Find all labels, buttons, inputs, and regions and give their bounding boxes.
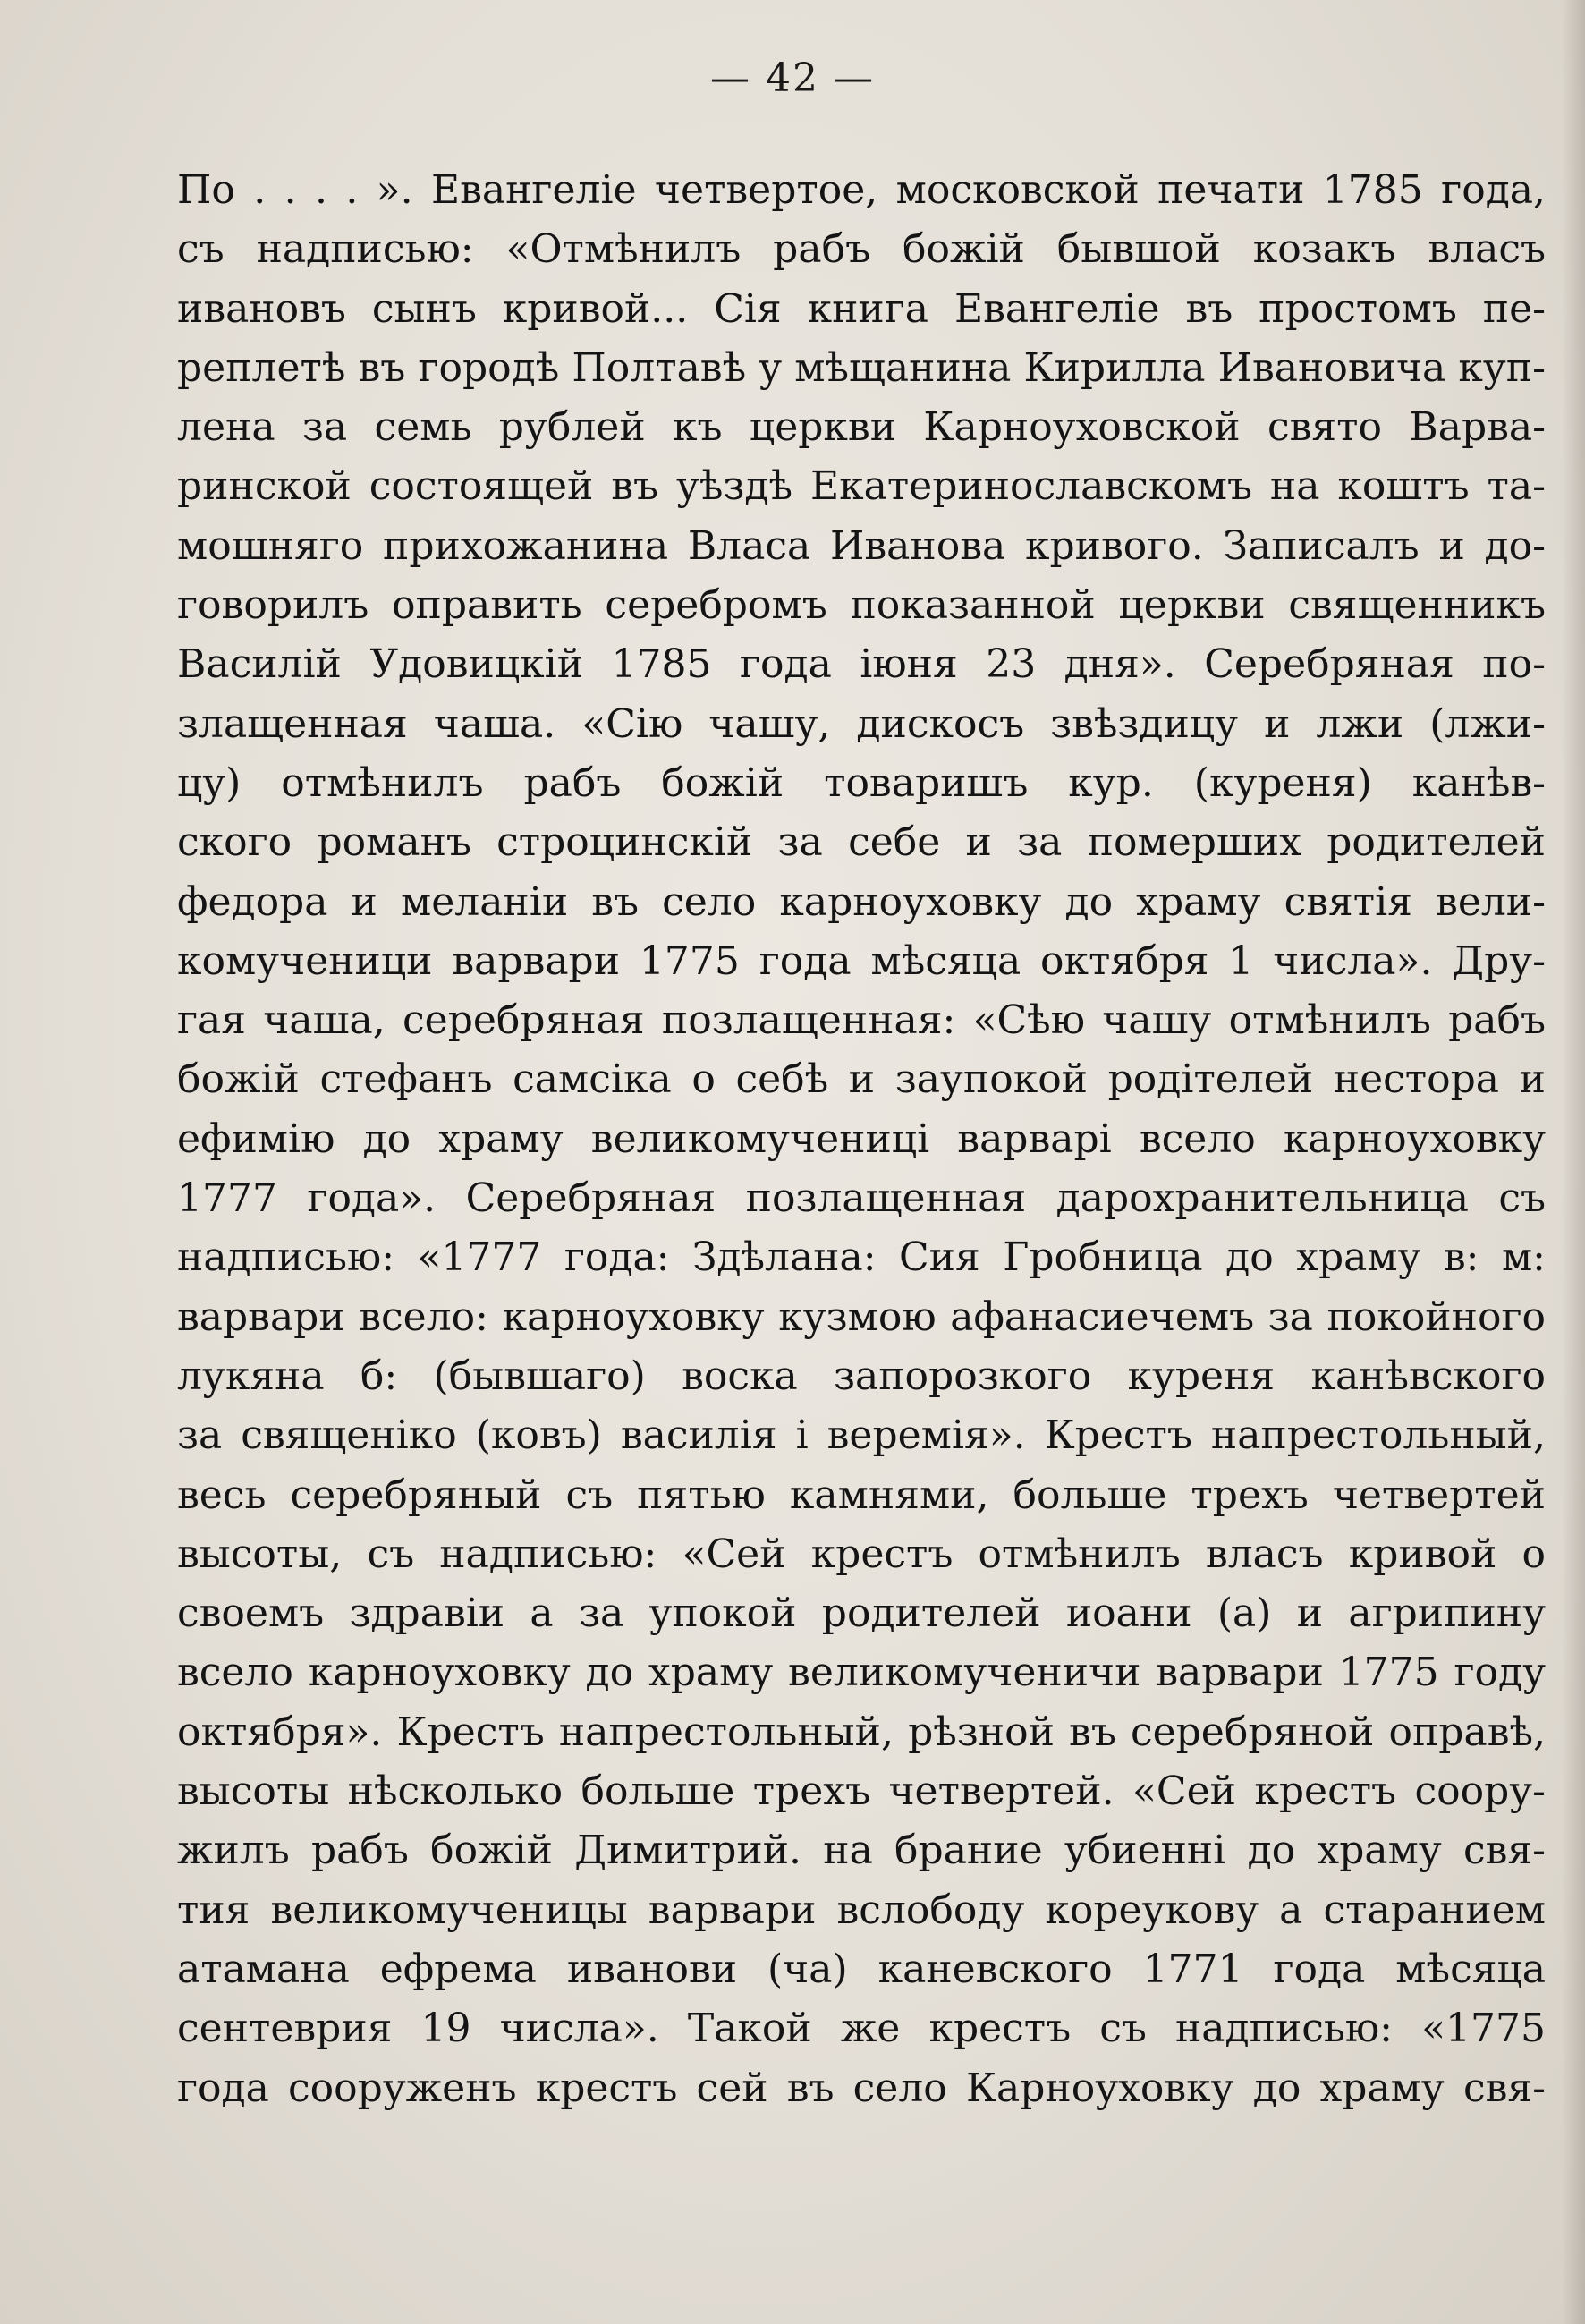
text-line: тия великомученицы варвари вслободу кореукову а старанием [177, 1887, 1546, 1933]
text-line: высоты нѣсколько больше трехъ четвертей. «Сей крестъ соору- [177, 1768, 1546, 1815]
body-text [177, 161, 1546, 2118]
text-line: божій стефанъ самсіка о себѣ и заупокой родітелей нестора и [177, 1056, 1546, 1103]
text-line: ивановъ сынъ кривой... Сія книга Евангеліе въ простомъ пе- [177, 285, 1546, 332]
text-line: злащенная чаша. «Сію чашу, дискосъ звѣздицу и лжи (лжи- [177, 700, 1546, 747]
text-line: съ надписью: «Отмѣнилъ рабъ божій бывшой козакъ власъ [177, 226, 1546, 273]
text-line: весь серебряный съ пятью камнями, больше трехъ четвертей [177, 1472, 1546, 1518]
text-line: Василій Удовицкій 1785 года іюня 23 дня». Серебряная по- [177, 641, 1546, 688]
text-line: федора и меланіи въ село карноуховку до храму святія вели- [177, 878, 1546, 925]
text-line: ского романъ строцинскій за себе и за померших родителей [177, 819, 1546, 866]
text-line: лукяна б: (бывшаго) воска запорозкого куреня канѣвского [177, 1353, 1546, 1399]
text-line: ринской состоящей въ уѣздѣ Екатеринославскомъ на коштъ та- [177, 463, 1546, 510]
text-line: за священіко (ковъ) василія і веремія». Крестъ напрестольный, [177, 1412, 1546, 1459]
text-line: высоты, съ надписью: «Сей крестъ отмѣнилъ власъ кривой о [177, 1531, 1546, 1577]
text-line: мошняго прихожанина Власа Иванова кривого. Записалъ и до- [177, 522, 1546, 569]
page-number: — 42 — [710, 55, 875, 101]
text-line: атамана ефрема иванови (ча) каневского 1771 года мѣсяца [177, 1946, 1546, 1992]
text-line: комученици варвари 1775 года мѣсяца октября 1 числа». Дру- [177, 937, 1546, 984]
text-line: варвари всело: карноуховку кузмою афанасиечемъ за покойного [177, 1293, 1546, 1340]
text-line: надписью: «1777 года: Здѣлана: Сия Гробница до храму в: м: [177, 1234, 1546, 1281]
text-line: гая чаша, серебряная позлащенная: «Сѣю чашу отмѣнилъ рабъ [177, 997, 1546, 1044]
text-line: 1777 года». Серебряная позлащенная дарохранительница съ [177, 1175, 1546, 1222]
text-line: сентеврия 19 числа». Такой же крестъ съ надписью: «1775 [177, 2006, 1546, 2052]
text-line: октября». Крестъ напрестольный, рѣзной въ серебряной оправѣ, [177, 1709, 1546, 1755]
text-line: года сооруженъ крестъ сей въ село Карноуховку до храму свя- [177, 2065, 1546, 2111]
text-line: говорилъ оправить серебромъ показанной церкви священникъ [177, 582, 1546, 629]
page-edge-shadow [1562, 0, 1585, 2324]
text-line: ефимію до храму великомученицi варварі всело карноуховку [177, 1115, 1546, 1162]
text-line: лена за семь рублей къ церкви Карноуховской свято Варва- [177, 404, 1546, 451]
text-line: своемъ здравіи а за упокой родителей иоани (а) и агрипину [177, 1590, 1546, 1637]
text-line: реплетѣ въ городѣ Полтавѣ у мѣщанина Кирилла Ивановича куп- [177, 344, 1546, 391]
text-line: всело карноуховку до храму великомученичи варвари 1775 году [177, 1650, 1546, 1696]
text-line: цу) отмѣнилъ рабъ божій товаришъ кур. (куреня) канѣв- [177, 759, 1546, 806]
text-line: жилъ рабъ божій Димитрий. на брание убиенні до храму свя- [177, 1828, 1546, 1874]
text-line: По . . . . ». Евангеліе четвертое, московской печати 1785 года, [177, 167, 1546, 213]
